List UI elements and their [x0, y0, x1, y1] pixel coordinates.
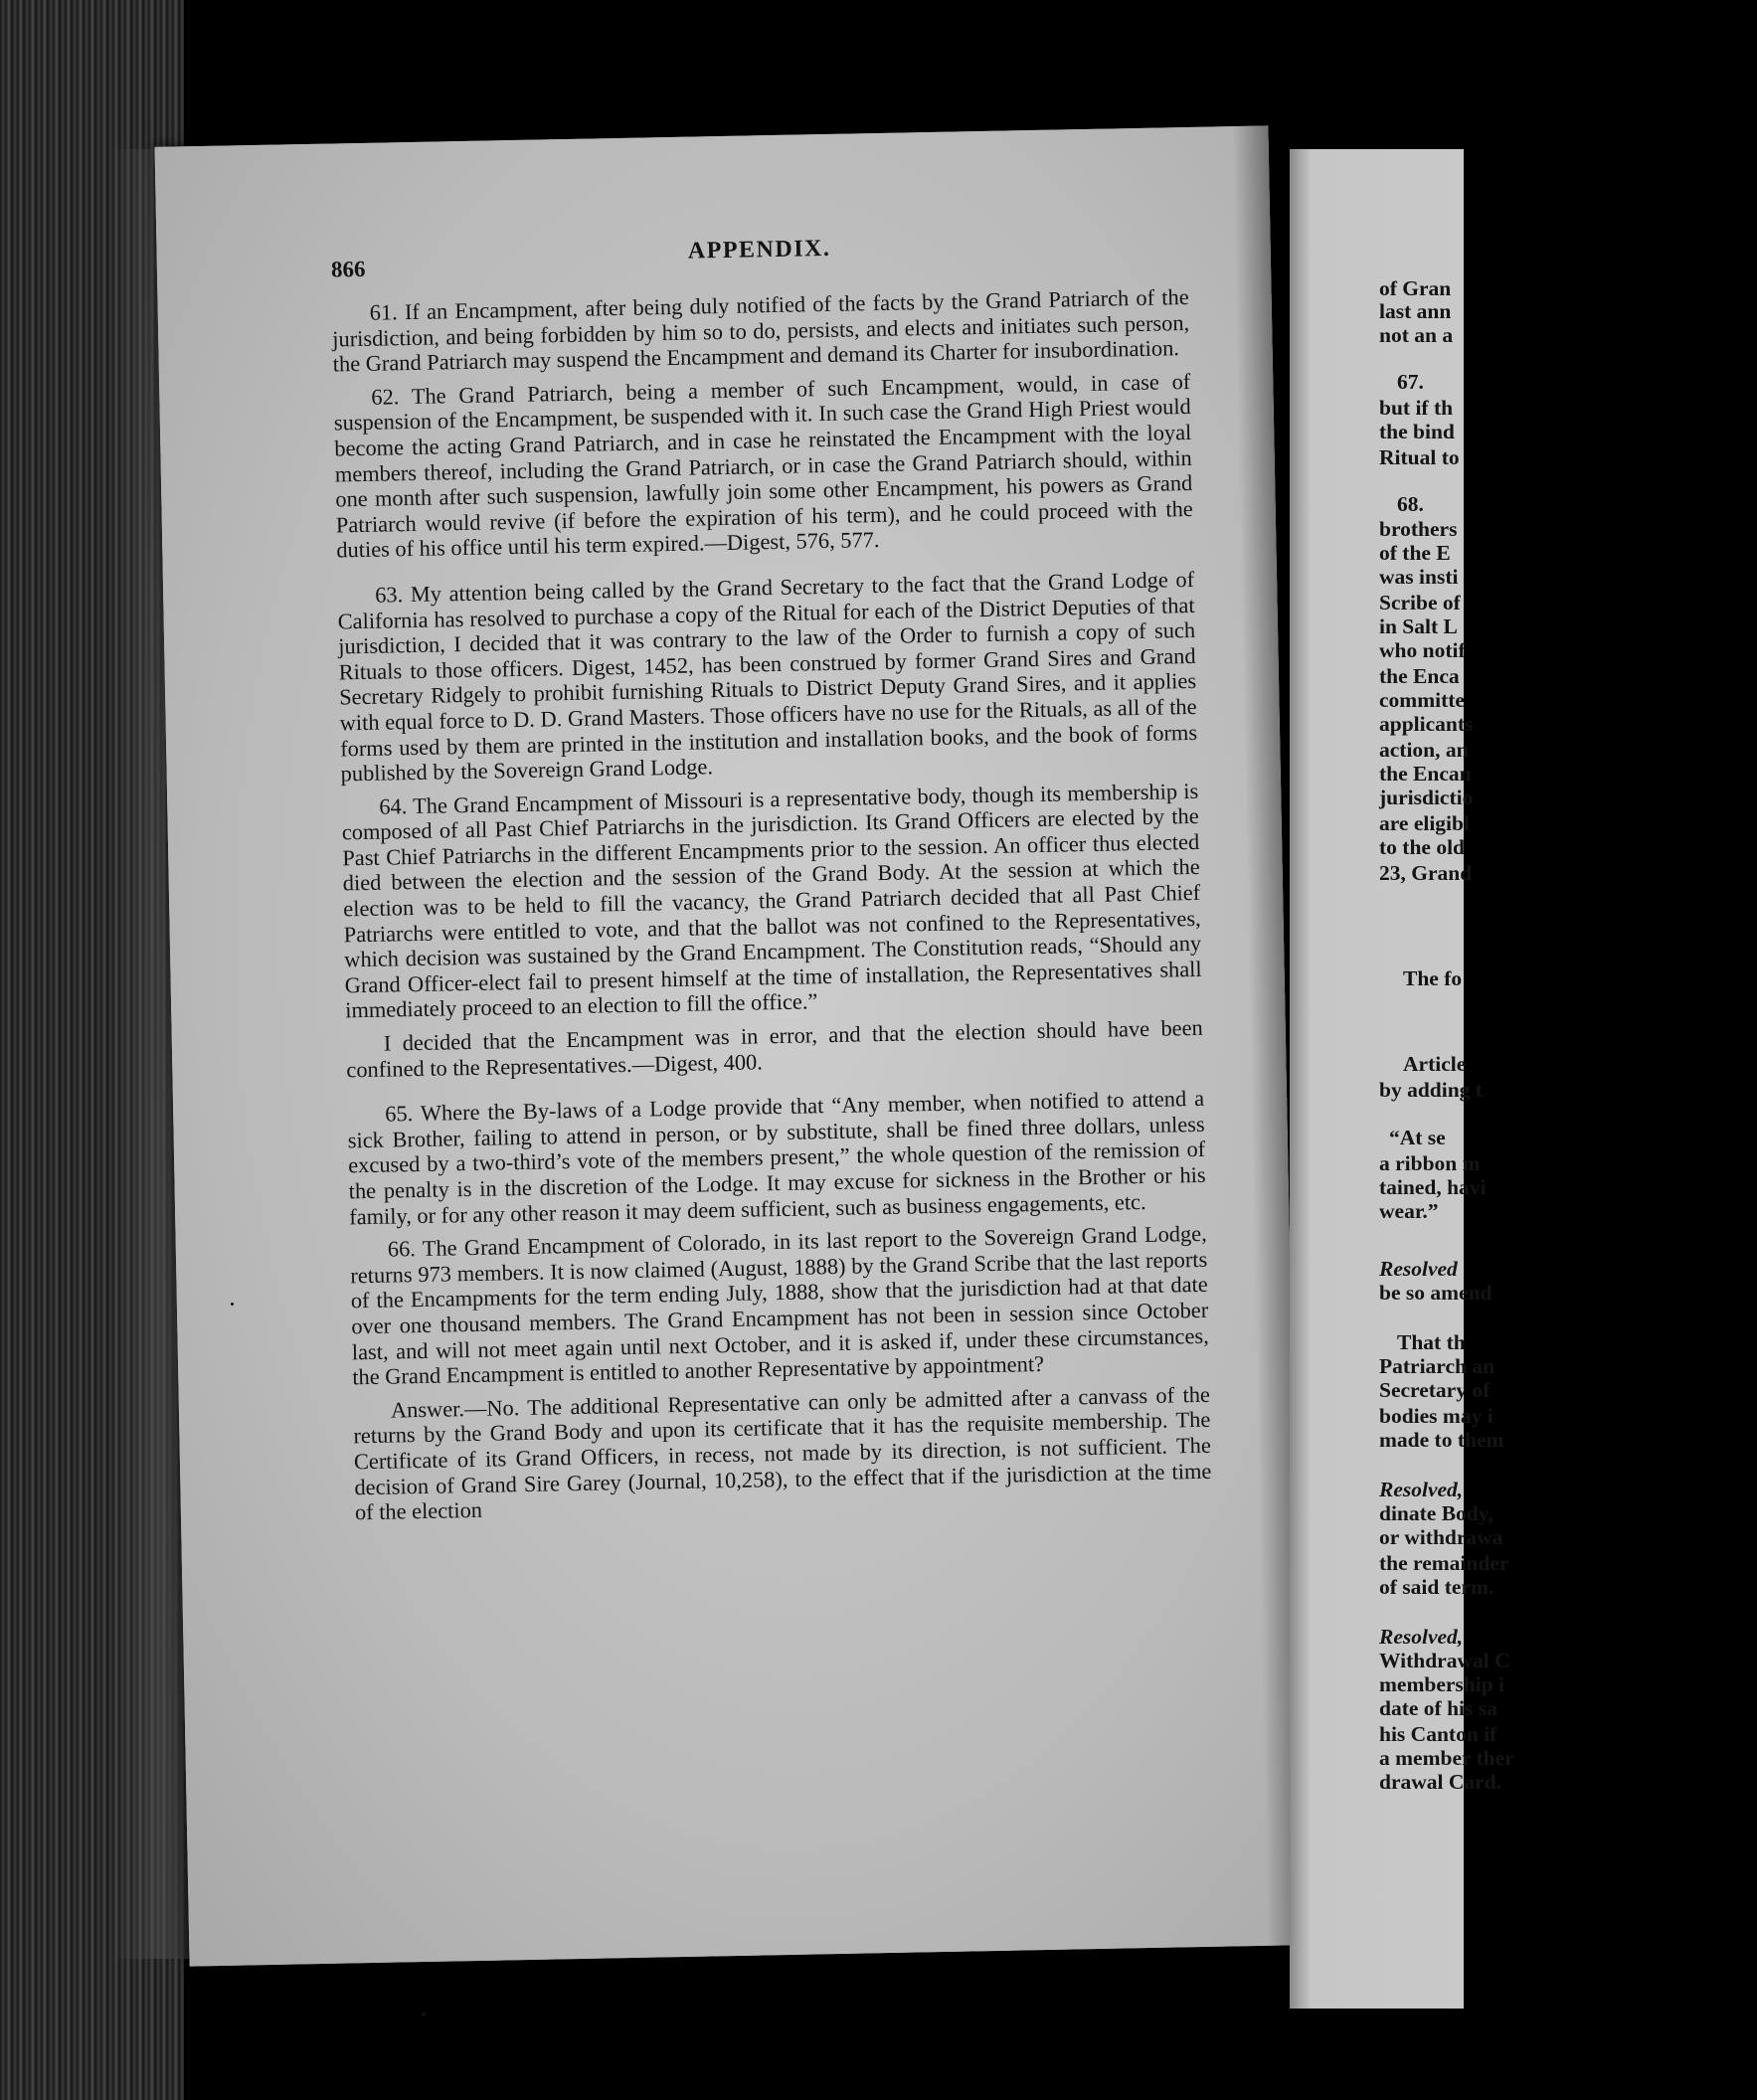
- right-page-line: Secretary of: [1379, 1378, 1491, 1402]
- paragraph-66-answer: Answer.—No. The additional Representative can only be admitted after a canvass of the returns by the Grand Body and upon its certificate that it has the requisite membership. The Certificate of its Grand Officers, in recess, not made by its direction, is not sufficient. The decision of Grand Sire Garey (Journal, 10,258), to the effect that if the jurisdiction at the time of the election: [353, 1381, 1212, 1525]
- right-page-line: bodies may i: [1379, 1404, 1493, 1428]
- right-page-line: 23, Grand: [1379, 861, 1473, 885]
- right-page-line: who notif: [1379, 638, 1466, 662]
- paragraph-62: 62. The Grand Patriarch, being a member of such Encampment, would, in case of suspension of the Encampment, be suspended with it. In such case the Grand High Priest would become the acting Grand Patriarch, and in case he reinstated the Encampment with the loyal members thereof, including the Grand Patriarch, or in case the Grand Patriarch should, within one month after such suspension, lawfully join some other Encampment, his powers as Grand Patriarch would revive (if before the expiration of his term), and he could proceed with the duties of his office until his term expired.—Digest, 576, 577.: [333, 368, 1193, 563]
- dust-speck: [231, 1303, 234, 1306]
- right-page-line: was insti: [1379, 565, 1459, 589]
- right-page-line: be so amend: [1379, 1281, 1493, 1305]
- right-page-line: but if th: [1379, 396, 1454, 420]
- right-page-line: a member ther: [1379, 1746, 1514, 1770]
- right-page-line: drawal Card.: [1379, 1770, 1502, 1794]
- right-page-line: Resolved: [1379, 1257, 1458, 1281]
- right-page-line: Article: [1403, 1052, 1467, 1076]
- right-page-line: last ann: [1379, 299, 1452, 323]
- running-title: APPENDIX.: [687, 235, 831, 264]
- right-page-line: 68.: [1397, 492, 1424, 516]
- right-page-line: his Canton if: [1379, 1722, 1497, 1746]
- right-page-line: applicants: [1379, 712, 1474, 736]
- dust-speck: [422, 2012, 426, 2016]
- right-page-line: Resolved,: [1379, 1478, 1464, 1501]
- right-page-line: the remainder: [1379, 1551, 1509, 1575]
- right-page-line: Withdrawal C: [1379, 1649, 1510, 1672]
- right-page-line: tained, havi: [1379, 1175, 1487, 1199]
- right-page-line: wear.”: [1379, 1199, 1439, 1223]
- paragraph-64: 64. The Grand Encampment of Missouri is a representative body, though its membership is composed of all Past Chief Patriarchs in the jurisdiction. Its Grand Officers are elected by the Past Chief Patriarchs in the different Encampments prior to the session. An officer thus elected died between the election and the session of the Grand Body. At the session at which the election was to be held to fill the vacancy, the Grand Patriarch decided that all Past Chief Patriarchs were entitled to vote, and that the ballot was not confined to the Representatives, which decision was sustained by the Grand Encampment. The Constitution reads, “Should any Grand Officer-elect fail to present himself at the time of installation, the Representatives shall immediately proceed to an election to fill the office.”: [341, 778, 1202, 1023]
- paragraph-65: 65. Where the By-laws of a Lodge provide that “Any member, when notified to attend a sick Brother, failing to attend in person, or by substitute, shall be fined three dollars, unless excused by a two-third’s vote of the members present,” the whole question of the remission of the penalty is in the discretion of the Lodge. It may excuse for sickness in the Brother or his family, or for any other reason it may deem sufficient, such as business engagements, etc.: [347, 1086, 1206, 1229]
- right-page-line: Resolved,: [1379, 1625, 1464, 1649]
- paragraph-66: 66. The Grand Encampment of Colorado, in its last report to the Sovereign Grand Lodge, returns 973 members. It is now claimed (August, 1888) by the Grand Scribe that the last reports of the Encampments for the term ending July, 1888, show that the jurisdiction had at that date over one thousand members. The Grand Encampment has not been in session since October last, and will not meet again until next October, and it is asked if, under these circumstances, the Grand Encampment is entitled to another Representative by appointment?: [350, 1220, 1209, 1390]
- right-page-line: by adding t: [1379, 1078, 1483, 1102]
- right-page-line: brothers: [1379, 517, 1458, 541]
- page-number: 866: [330, 256, 366, 282]
- right-page-line: 67.: [1397, 370, 1424, 394]
- right-page-line: Patriarch an: [1379, 1354, 1495, 1378]
- left-page: [155, 125, 1304, 1966]
- right-page-line: of the E: [1379, 541, 1451, 565]
- right-page-line: dinate Body,: [1379, 1501, 1493, 1525]
- paragraph-61: 61. If an Encampment, after being duly notified of the facts by the Grand Patriarch of the jurisdiction, and being forbidden by him so to do, persists, and elects and initiates such person, the Grand Patriarch may suspend the Encampment and demand its Charter for insubordination.: [332, 283, 1190, 377]
- right-page-line: membership i: [1379, 1672, 1505, 1696]
- right-page-line: date of his sa: [1379, 1696, 1497, 1720]
- right-page-fragment: [1290, 149, 1514, 2009]
- right-page-line: to the old: [1379, 835, 1465, 859]
- right-page-line: the Encan: [1379, 762, 1472, 786]
- right-page-line: made to them: [1379, 1428, 1504, 1452]
- right-page-line: jurisdictio: [1379, 786, 1474, 809]
- right-page-line: a ribbon m: [1379, 1151, 1481, 1175]
- right-page-line: Ritual to: [1379, 445, 1460, 469]
- right-page-line: of said term.: [1379, 1575, 1494, 1599]
- right-page-line: Scribe of: [1379, 591, 1461, 614]
- right-page-line: committe: [1379, 688, 1465, 712]
- right-page-line: The fo: [1403, 966, 1463, 990]
- right-page-line: of Gran: [1379, 276, 1452, 300]
- page-text-block: [330, 229, 1212, 1545]
- right-page-line: the bind: [1379, 420, 1455, 443]
- right-page-line: in Salt L: [1379, 614, 1458, 638]
- right-page-line: the Enca: [1379, 664, 1460, 688]
- right-page-line: That th: [1397, 1330, 1466, 1354]
- paragraph-63: 63. My attention being called by the Grand Secretary to the fact that the Grand Lodge of California has resolved to purchase a copy of the Ritual for each of the District Deputies of that jurisdiction, I decided that it was contrary to the law of the Order to furnish a copy of such Rituals to those officers. Digest, 1452, has been construed by former Grand Sires and Grand Secretary Ridgely to prohibit furnishing Rituals to District Deputy Grand Sires, and it applies with equal force to D. D. Grand Masters. Those officers have no use for the Rituals, as all of the forms used by them are printed in the institution and installation books, and the book of forms published by the Sovereign Grand Lodge.: [337, 566, 1198, 787]
- right-page-line: are eligibl: [1379, 811, 1470, 835]
- paragraph-64-decision: I decided that the Encampment was in error, and that the election should have been confined to the Representatives.—Digest, 400.: [346, 1014, 1203, 1083]
- right-page-line: or withdrawa: [1379, 1525, 1503, 1549]
- right-page-line: action, an: [1379, 738, 1469, 762]
- right-page-line: “At se: [1389, 1126, 1446, 1149]
- right-page-line: not an a: [1379, 323, 1454, 347]
